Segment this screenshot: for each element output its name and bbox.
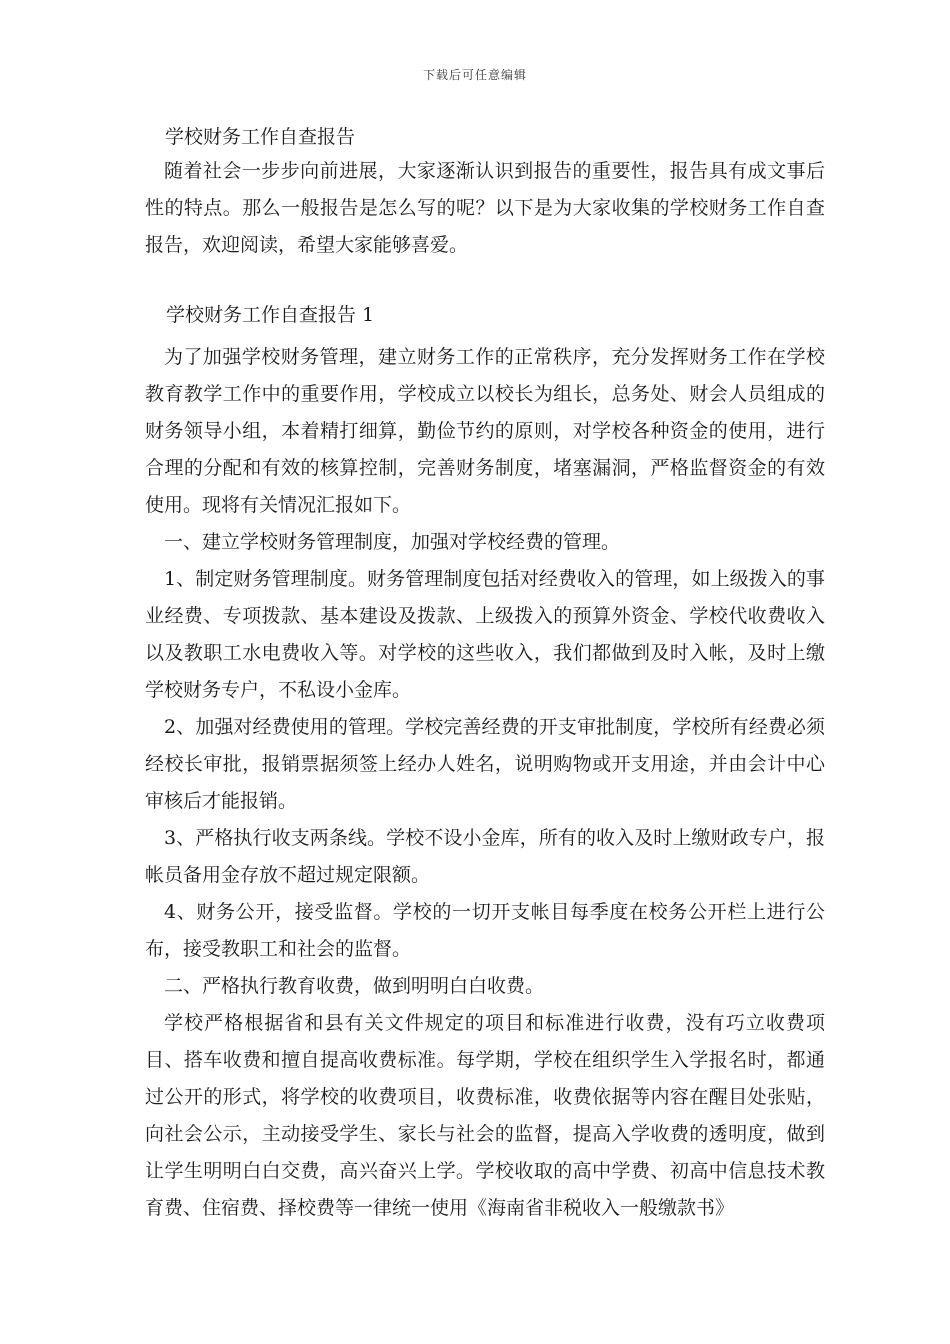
section-title: 学校财务工作自查报告 1 <box>166 304 375 326</box>
intro-paragraph: 随着社会一步步向前进展，大家逐渐认识到报告的重要性，报告具有成文事后性的特点。那么一般报告是怎么写的呢？以下是为大家收集的学校财务工作自查报告，欢迎阅读，希望大家能够喜爱。 <box>145 160 825 256</box>
body-block <box>145 339 825 1227</box>
body-paragraph: 为了加强学校财务管理，建立财务工作的正常秩序，充分发挥财务工作在学校教育教学工作中的重要作用，学校成立以校长为组长，总务处、财会人员组成的财务领导小组，本着精打细算，勤俭节约的原则，对学校各种资金的使用，进行合理的分配和有效的核算控制，完善财务制度，堵塞漏洞，严格监督资金的有效使用。现将有关情况汇报如下。 <box>145 346 825 516</box>
body-paragraph: 学校严格根据省和县有关文件规定的项目和标准进行收费，没有巧立收费项目、搭车收费和擅自提高收费标准。每学期，学校在组织学生入学报名时，都通过公开的形式，将学校的收费项目，收费标准，收费依据等内容在醒目处张贴，向社会公示，主动接受学生、家长与社会的监督，提高入学收费的透明度，做到让学生明明白白交费，高兴奋兴上学。学校收取的高中学费、初高中信息技术教育费、住宿费、择校费等一律统一使用《海南省非税收入一般缴款书》 <box>145 1012 825 1219</box>
heading-one: 一、建立学校财务管理制度，加强对学校经费的管理。 <box>164 531 621 553</box>
document-title: 学校财务工作自查报告 <box>165 126 356 148</box>
body-paragraph: 3、严格执行收支两条线。学校不设小金库，所有的收入及时上缴财政专户，报帐员备用金存放不超过规定限额。 <box>145 827 825 886</box>
body-paragraph: 2、加强对经费使用的管理。学校完善经费的开支审批制度，学校所有经费必须经校长审批，报销票据须签上经办人姓名，说明购物或开支用途，并由会计中心审核后才能报销。 <box>145 716 825 812</box>
heading-two: 二、严格执行教育收费，做到明明白白收费。 <box>164 975 545 997</box>
body-paragraph: 4、财务公开，接受监督。学校的一切开支帐目每季度在校务公开栏上进行公布，接受教职工和社会的监督。 <box>145 901 825 960</box>
intro-block <box>145 153 825 264</box>
header-note: 下载后可任意编辑 <box>422 68 527 82</box>
body-paragraph: 1、制定财务管理制度。财务管理制度包括对经费收入的管理，如上级拨入的事业经费、专项拨款、基本建设及拨款、上级拨入的预算外资金、学校代收费收入以及教职工水电费收入等。对学校的这些收入，我们都做到及时入帐，及时上缴学校财务专户，不私设小金库。 <box>145 568 825 701</box>
